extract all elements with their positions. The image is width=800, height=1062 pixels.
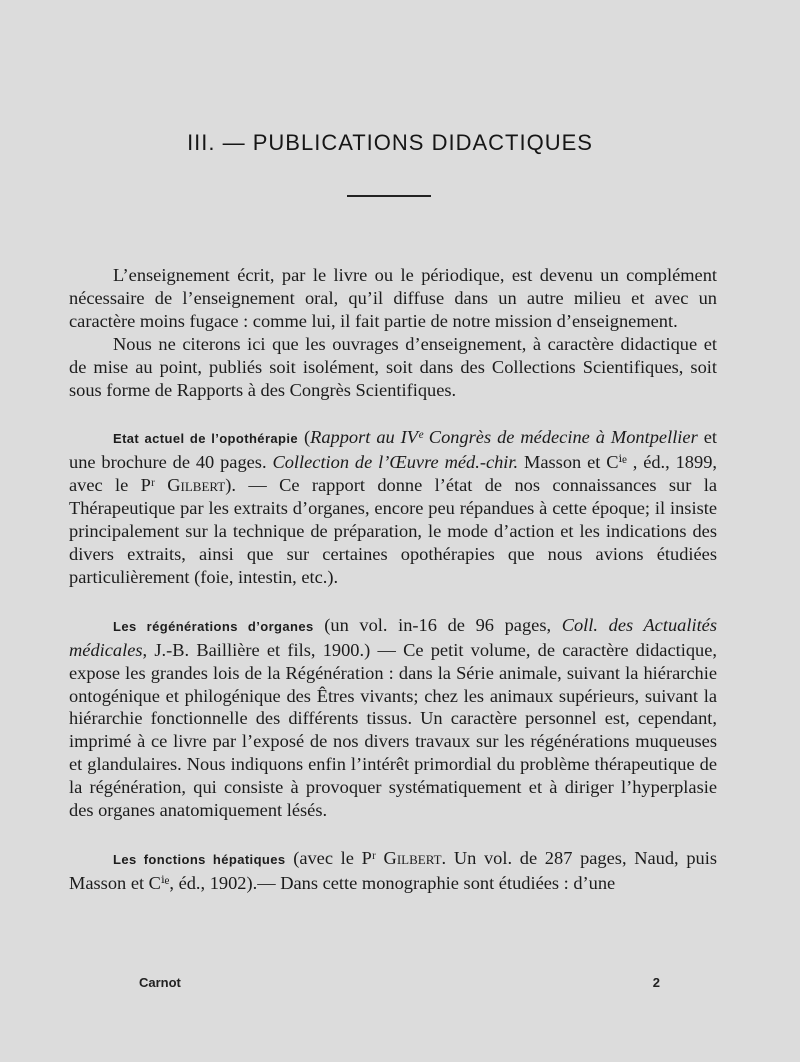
entry-text: . Un vol. de 287 pages, Naud, puis Masson et Cⁱᵉ, éd., 1902).— Dans cette monographie sont étudiées : d’une bbox=[69, 847, 717, 893]
entry-italic: Rapport au IVᵉ Congrès de médecine à Montpellier bbox=[310, 427, 698, 448]
author-name: Gilbert bbox=[167, 475, 226, 496]
page-number: 2 bbox=[652, 975, 660, 990]
entry-title: Etat actuel de l’opothérapie bbox=[113, 431, 299, 447]
entry-text: Masson et Cⁱᵉ , éd., 1899, avec le Pʳ bbox=[69, 452, 717, 496]
entry-regenerations bbox=[69, 614, 717, 822]
entry-text: (un vol. in-16 de 96 pages, bbox=[313, 614, 562, 635]
intro-paragraph-1: L’enseignement écrit, par le livre ou le périodique, est devenu un complément nécessaire de l’enseignement oral, qu’il diffuse dans un autre milieu et avec un caractère moins fugace : comme lui, il fait partie de notre mission d’enseignement. bbox=[69, 265, 717, 331]
entry-italic: Coll. des Actualités médicales bbox=[69, 614, 717, 660]
intro-paragraph-2: Nous ne citerons ici que les ouvrages d’enseignement, à caractère didactique et de mise au point, publiés soit isolément, soit dans des Collections Scientifiques, soit sous forme de Rapports à des Congrès Scientifiques. bbox=[69, 333, 717, 400]
footer-signature: Carnot bbox=[139, 975, 181, 990]
body-text bbox=[69, 264, 717, 895]
entry-fonctions-hepatiques bbox=[69, 847, 717, 895]
entry-text: , J.-B. Baillière et fils, 1900.) — Ce petit volume, de caractère didactique, expose les grandes lois de la Régénération : dans la Série animale, suivant la hiérarchie ontogénique et philogénique des Êtres vivants; chez les animaux supérieurs, suivant la hiérarchie fonctionnelle des différents tissus. Un caractère personnel est, cependant, imprimé à ce livre par l’exposé de nos divers travaux sur les régénérations muqueuses et glandulaires. Nous indiquons enfin l’intérêt primordial du problème thérapeutique de la régénération, qui consiste à provoquer systématiquement et à diriger l’hyperplasie des organes anatomiquement lésés. bbox=[69, 639, 717, 821]
page-footer bbox=[69, 975, 717, 997]
entry-italic: Collection de l’Œuvre méd.-chir. bbox=[272, 452, 519, 473]
author-name: Gilbert bbox=[383, 847, 442, 868]
entry-opotherapie bbox=[69, 426, 717, 588]
entry-title: Les régénérations d’organes bbox=[113, 618, 314, 634]
heading-rule bbox=[347, 195, 431, 197]
entry-text: (avec le Pʳ bbox=[285, 847, 384, 868]
entry-text: ). — Ce rapport donne l’état de nos connaissances sur la Thérapeutique par les extraits d’organes, encore peu répandues à cette époque; il insiste principalement sur la technique de préparation, le mode d’action et les indications des divers extraits, ainsi que sur certaines opothérapies que nous avions étudiées particulièrement (foie, intestin, etc.). bbox=[69, 475, 717, 587]
entry-text: ( bbox=[298, 427, 311, 448]
entry-text: et une brochure de 40 pages. bbox=[69, 427, 717, 473]
section-heading: III. — PUBLICATIONS DIDACTIQUES bbox=[187, 130, 593, 155]
entry-title: Les fonctions hépatiques bbox=[113, 851, 286, 867]
